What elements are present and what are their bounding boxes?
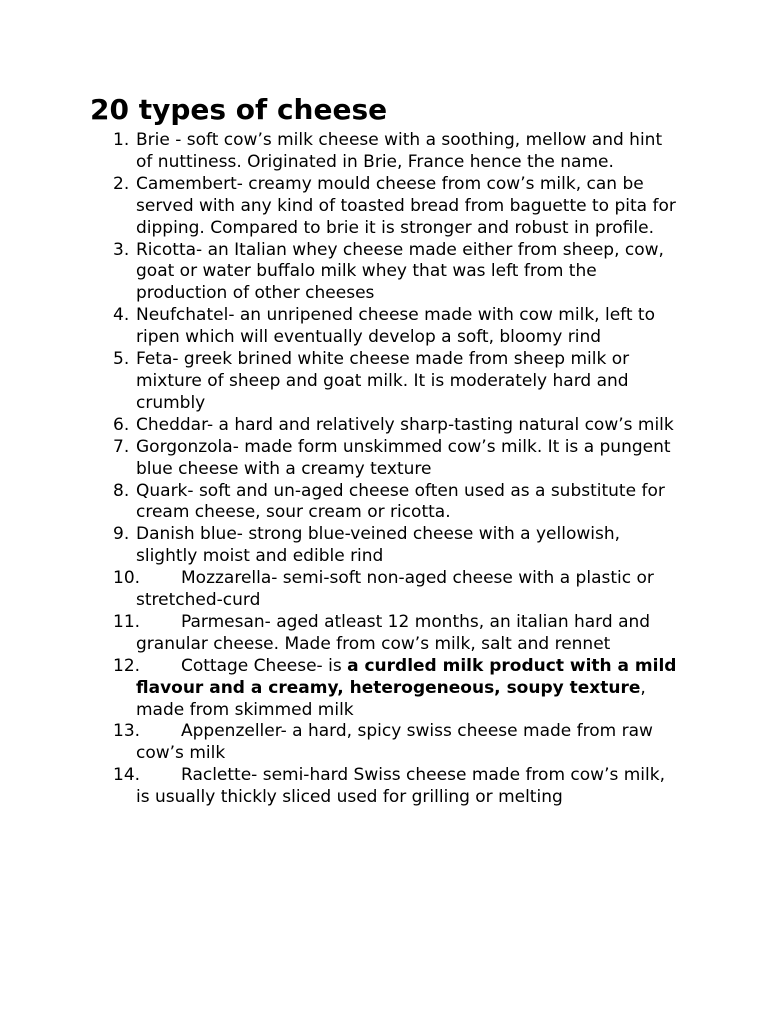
item-number: 4. — [113, 305, 130, 326]
list-item — [0, 130, 681, 174]
item-text — [136, 568, 654, 610]
list-item — [0, 656, 681, 722]
item-text: Danish blue- strong blue-veined cheese with a yellowish, slightly moist and edible rind — [136, 524, 621, 567]
item-text — [136, 765, 665, 807]
list-item — [0, 481, 681, 525]
list-item — [0, 721, 681, 765]
list-item — [0, 349, 681, 415]
item-number: 7. — [113, 436, 130, 457]
item-number: 14. — [113, 765, 141, 786]
item-text: Camembert- creamy mould cheese from cow’s milk, can be served with any kind of toasted bread from baguette to pita for dipping. Compared to brie it is stronger and robust in profile. — [136, 173, 676, 238]
item-text-before: Cottage Cheese- is — [181, 655, 348, 676]
list-item — [0, 305, 681, 349]
item-text-after: , made from skimmed milk — [136, 677, 646, 720]
item-text-content: Appenzeller- a hard, spicy swiss cheese made from raw cow’s milk — [136, 721, 653, 764]
item-number: 10. — [113, 568, 141, 589]
item-text: Feta- greek brined white cheese made from sheep milk or mixture of sheep and goat milk. It is moderately hard and crumbly — [136, 349, 630, 413]
item-text-content: Parmesan- aged atleast 12 months, an italian hard and granular cheese. Made from cow’s milk, salt and rennet — [136, 611, 651, 654]
item-number: 13. — [113, 721, 141, 742]
list-item — [0, 568, 681, 612]
item-number: 8. — [113, 480, 130, 501]
item-number: 11. — [113, 611, 141, 632]
item-number: 9. — [113, 524, 130, 545]
item-text: Neufchatel- an unripened cheese made with cow milk, left to ripen which will eventually develop a soft, bloomy rind — [136, 305, 655, 348]
item-text: Cheddar- a hard and relatively sharp-tasting natural cow’s milk — [136, 414, 674, 435]
list-item — [0, 240, 681, 306]
item-text: Ricotta- an Italian whey cheese made either from sheep, cow, goat or water buffalo milk whey that was left from the production of other cheeses — [136, 239, 664, 304]
list-item — [0, 415, 681, 437]
item-text-bold: a curdled milk product with a mild flavour and a creamy, heterogeneous, soupy texture — [136, 655, 677, 698]
item-number: 12. — [113, 655, 141, 676]
cheese-list — [0, 130, 768, 809]
item-text: Gorgonzola- made form unskimmed cow’s milk. It is a pungent blue cheese with a creamy texture — [136, 436, 671, 479]
document-title: 20 types of cheese — [90, 93, 388, 126]
item-text — [136, 612, 650, 654]
list-item — [0, 174, 681, 240]
item-text: Quark- soft and un-aged cheese often used as a substitute for cream cheese, sour cream or ricotta. — [136, 480, 665, 523]
item-text — [136, 656, 676, 720]
item-number: 2. — [113, 173, 130, 194]
item-number: 1. — [113, 130, 130, 150]
item-text-content: Mozzarella- semi-soft non-aged cheese with a plastic or stretched-curd — [136, 568, 654, 611]
item-number: 6. — [113, 414, 130, 435]
item-number: 3. — [113, 239, 130, 260]
item-text: Brie - soft cow’s milk cheese with a soothing, mellow and hint of nuttiness. Originated in Brie, France hence the name. — [136, 130, 663, 172]
item-text — [136, 721, 653, 763]
list-item — [0, 437, 681, 481]
list-item — [0, 524, 681, 568]
list-item — [0, 765, 681, 809]
item-text-content: Raclette- semi-hard Swiss cheese made from cow’s milk, is usually thickly sliced used for grilling or melting — [136, 765, 665, 808]
item-number: 5. — [113, 349, 130, 370]
list-item — [0, 612, 681, 656]
